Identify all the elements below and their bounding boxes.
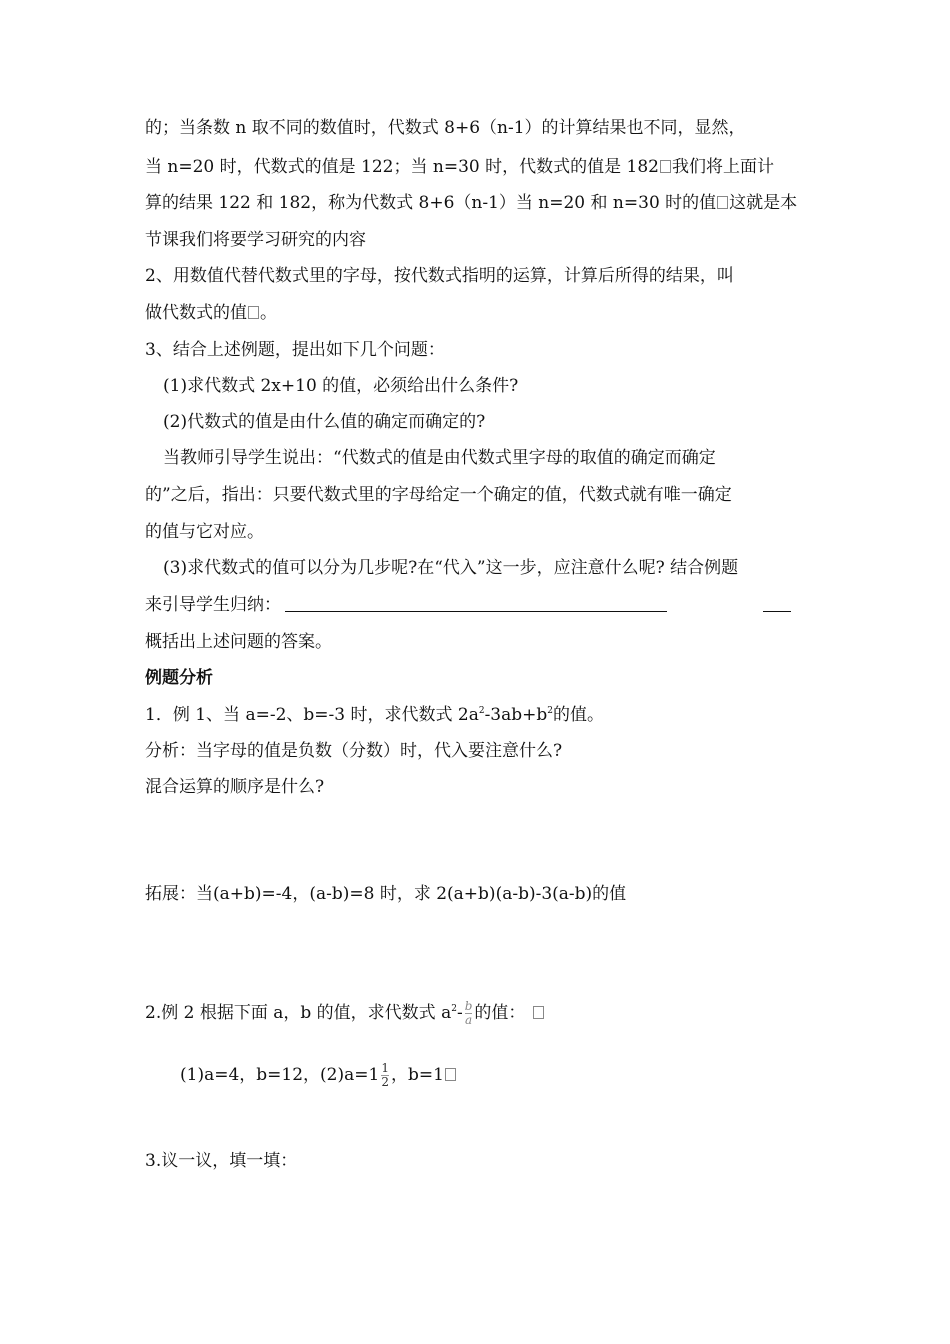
questions-intro: 3、结合上述例题，提出如下几个问题： xyxy=(145,340,445,360)
summary-line: 概括出上述问题的答案。 xyxy=(145,632,332,652)
missing-glyph-icon xyxy=(660,160,671,173)
paragraph-line-2: 当 n=20 时，代数式的值是 122；当 n=30 时，代数式的值是 182 我们将上面计 xyxy=(145,157,774,177)
definition-line-1: 2、用数值代替代数式里的字母，按代数式指明的运算，计算后所得的结果，叫 xyxy=(145,266,734,286)
example-1-analysis: 分析：当字母的值是负数（分数）时，代入要注意什么? xyxy=(145,741,563,761)
teacher-note-line-3: 的值与它对应。 xyxy=(145,522,264,542)
question-2: (2)代数式的值是由什么值的确定而确定的? xyxy=(163,412,486,432)
fraction-b-over-a: $\frac{b}{a}$ xyxy=(464,999,473,1027)
answer-blank-line-end[interactable] xyxy=(763,595,791,612)
paragraph-line-4: 节课我们将要学习研究的内容 xyxy=(145,230,366,250)
extension-problem: 拓展：当(a+b)=-4，(a-b)=8 时，求 2(a+b)(a-b)-3(a-b)的值 xyxy=(145,884,627,904)
paragraph-line-3: 算的结果 122 和 182，称为代数式 8+6（n-1）当 n=20 和 n=30 时的值 这就是本 xyxy=(145,193,798,213)
question-3: (3)求代数式的值可以分为几步呢?在“代入”这一步，应注意什么呢? 结合例题 xyxy=(163,558,739,578)
answer-blank-line[interactable] xyxy=(285,595,667,612)
missing-glyph-icon xyxy=(717,196,728,209)
missing-glyph-icon xyxy=(248,306,259,319)
fraction-one-half: $\frac{1}{2}$ xyxy=(381,1061,389,1089)
example-2-conditions: (1)a=4，b=12，(2)a=1 $\frac{1}{2}$ ，b=1 xyxy=(180,1062,457,1089)
summary-prompt: 来引导学生归纳： xyxy=(145,593,791,617)
discuss-heading: 3.议一议，填一填： xyxy=(145,1151,298,1171)
teacher-note-line-1: 当教师引导学生说出：“代数式的值是由代数式里字母的取值的确定而确定 xyxy=(163,448,716,468)
example-1: 1．例 1、当 a=-2、b=-3 时，求代数式 $2a^2-3ab+b^2$的值。 xyxy=(145,705,605,725)
definition-line-2: 做代数式的值 。 xyxy=(145,303,277,323)
question-1: (1)求代数式 2x+10 的值，必须给出什么条件? xyxy=(163,376,519,396)
teacher-note-line-2: 的”之后，指出：只要代数式里的字母给定一个确定的值，代数式就有唯一确定 xyxy=(145,485,732,505)
missing-glyph-icon xyxy=(445,1068,456,1081)
paragraph-line-1: 的；当条数 n 取不同的数值时，代数式 8+6（n-1）的计算结果也不同，显然， xyxy=(145,118,746,138)
missing-glyph-icon xyxy=(533,1006,544,1019)
section-title: 例题分析 xyxy=(145,668,213,688)
example-2: 2.例 2 根据下面 a，b 的值，求代数式 $a^2-$ $\frac{b}{a}$ 的值： xyxy=(145,1000,545,1027)
example-1-order: 混合运算的顺序是什么? xyxy=(145,777,325,797)
